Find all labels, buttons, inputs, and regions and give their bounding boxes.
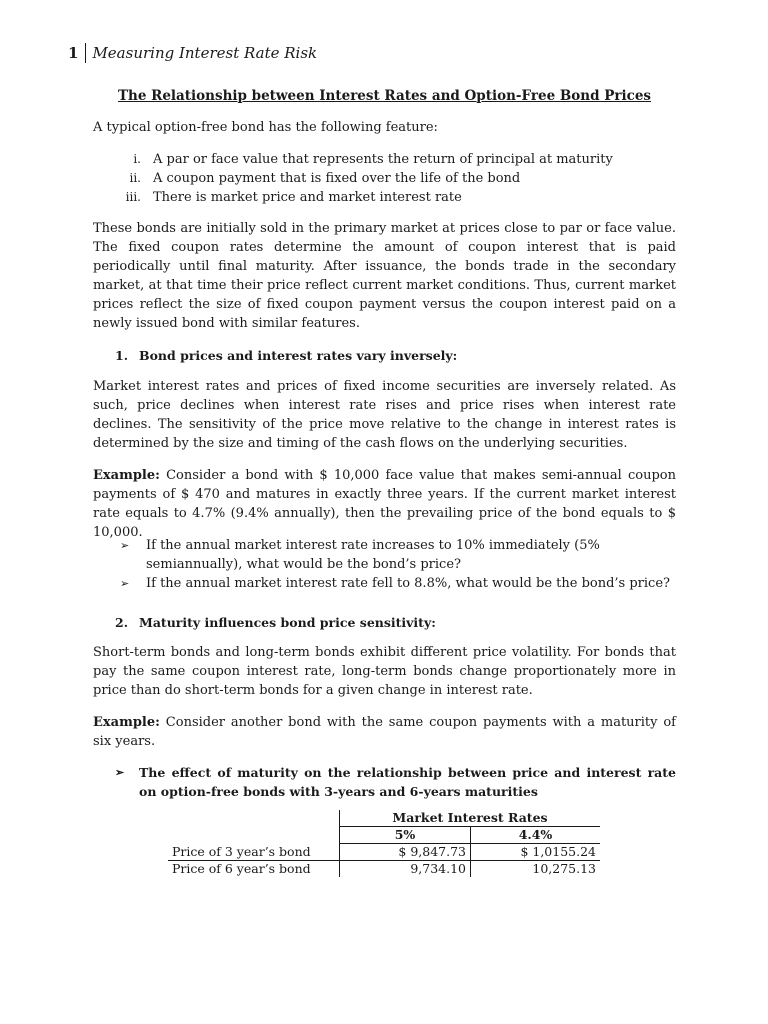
header-divider: [85, 43, 86, 63]
example-paragraph-1: [93, 466, 676, 542]
row-label: Price of 6 year’s bond: [172, 861, 311, 876]
header-title: Measuring Interest Rate Risk: [92, 43, 318, 62]
row-label: Price of 3 year’s bond: [168, 844, 340, 861]
bond-price-table: [168, 810, 600, 877]
group-header: Market Interest Rates: [340, 810, 601, 827]
list-item: [120, 574, 680, 593]
column-header: 4.4%: [471, 827, 601, 844]
list-item-number: ii.: [129, 171, 141, 185]
example-label: Example:: [93, 468, 160, 483]
section-heading-text: Maturity influences bond price sensitivity:: [139, 615, 436, 630]
document-title: The Relationship between Interest Rates and Option-Free Bond Prices: [117, 88, 652, 104]
column-header: 5%: [340, 827, 471, 844]
list-item-text: A coupon payment that is fixed over the life of the bond: [153, 171, 521, 186]
table-row: [168, 861, 600, 878]
list-item: [93, 169, 676, 188]
list-item-text: If the annual market interest rate fell to 8.8%, what would be the bond’s price?: [146, 576, 670, 591]
example-label: Example:: [93, 715, 160, 730]
bold-point: [115, 763, 676, 801]
example-text: Consider another bond with the same coupon payments with a maturity of six years.: [93, 715, 676, 749]
list-item-number: i.: [133, 152, 141, 166]
list-item-text: If the annual market interest rate increases to 10% immediately (5% semiannually), what would be the bond’s price?: [146, 538, 600, 572]
section-number: 1.: [115, 348, 129, 363]
table-cell: 10,275.13: [471, 861, 601, 878]
section-heading-text: Bond prices and interest rates vary inversely:: [139, 348, 458, 363]
example-text: Consider a bond with $ 10,000 face value that makes semi-annual coupon payments of $ 470 and matures in exactly three years. If the current market interest rate equals to 4.7% (9.4% annually), then the prevailing price of the bond equals to $ 10,000.: [93, 468, 676, 540]
intro-text: A typical option-free bond has the following feature:: [93, 120, 438, 135]
arrow-bullet-icon: ➢: [120, 577, 130, 590]
section-heading-2: [115, 613, 436, 632]
table-cell: $ 9,847.73: [340, 844, 471, 861]
page-number: 1: [68, 43, 79, 62]
page-header: [68, 42, 317, 64]
paragraph-primary-market: These bonds are initially sold in the primary market at prices close to par or face value. The fixed coupon rates determine the amount of coupon interest that is paid periodically until final maturity. After issuance, the bonds trade in the secondary market, at that time their price reflect current market conditions. Thus, current market prices reflect the size of fixed coupon payment versus the coupon interest paid on a newly issued bond with similar features.: [93, 221, 676, 331]
list-item-number: iii.: [125, 190, 141, 204]
table-header-row: [168, 810, 600, 827]
list-item: [120, 536, 680, 574]
feature-list: [93, 150, 676, 207]
list-item-text: There is market price and market interest rate: [153, 190, 462, 205]
table-cell: $ 1,0155.24: [471, 844, 601, 861]
list-item: [93, 188, 676, 207]
example-paragraph-2: [93, 713, 676, 751]
section-number: 2.: [115, 615, 129, 630]
table-cell: 9,734.10: [340, 861, 471, 878]
list-item-text: A par or face value that represents the return of principal at maturity: [153, 152, 613, 167]
arrow-bullet-icon: ➢: [120, 539, 130, 552]
section-heading-1: [115, 346, 457, 365]
table-subheader-row: [168, 827, 600, 844]
arrow-bullet-icon: ➢: [115, 766, 125, 779]
question-list: [120, 536, 680, 593]
list-item: [93, 150, 676, 169]
table-row: [168, 844, 600, 861]
paragraph-inverse-relation: Market interest rates and prices of fixed income securities are inversely related. As such, price declines when interest rate rises and price rises when interest rate declines. The sensitivity of the price move relative to the change in interest rates is determined by the size and timing of the cash flows on the underlying securities.: [93, 379, 676, 451]
bold-point-text: The effect of maturity on the relationship between price and interest rate on option-free bonds with 3-years and 6-years maturities: [139, 765, 676, 799]
paragraph-maturity: Short-term bonds and long-term bonds exhibit different price volatility. For bonds that pay the same coupon interest rate, long-term bonds change proportionately more in price than do short-term bonds for a given change in interest rate.: [93, 645, 676, 698]
